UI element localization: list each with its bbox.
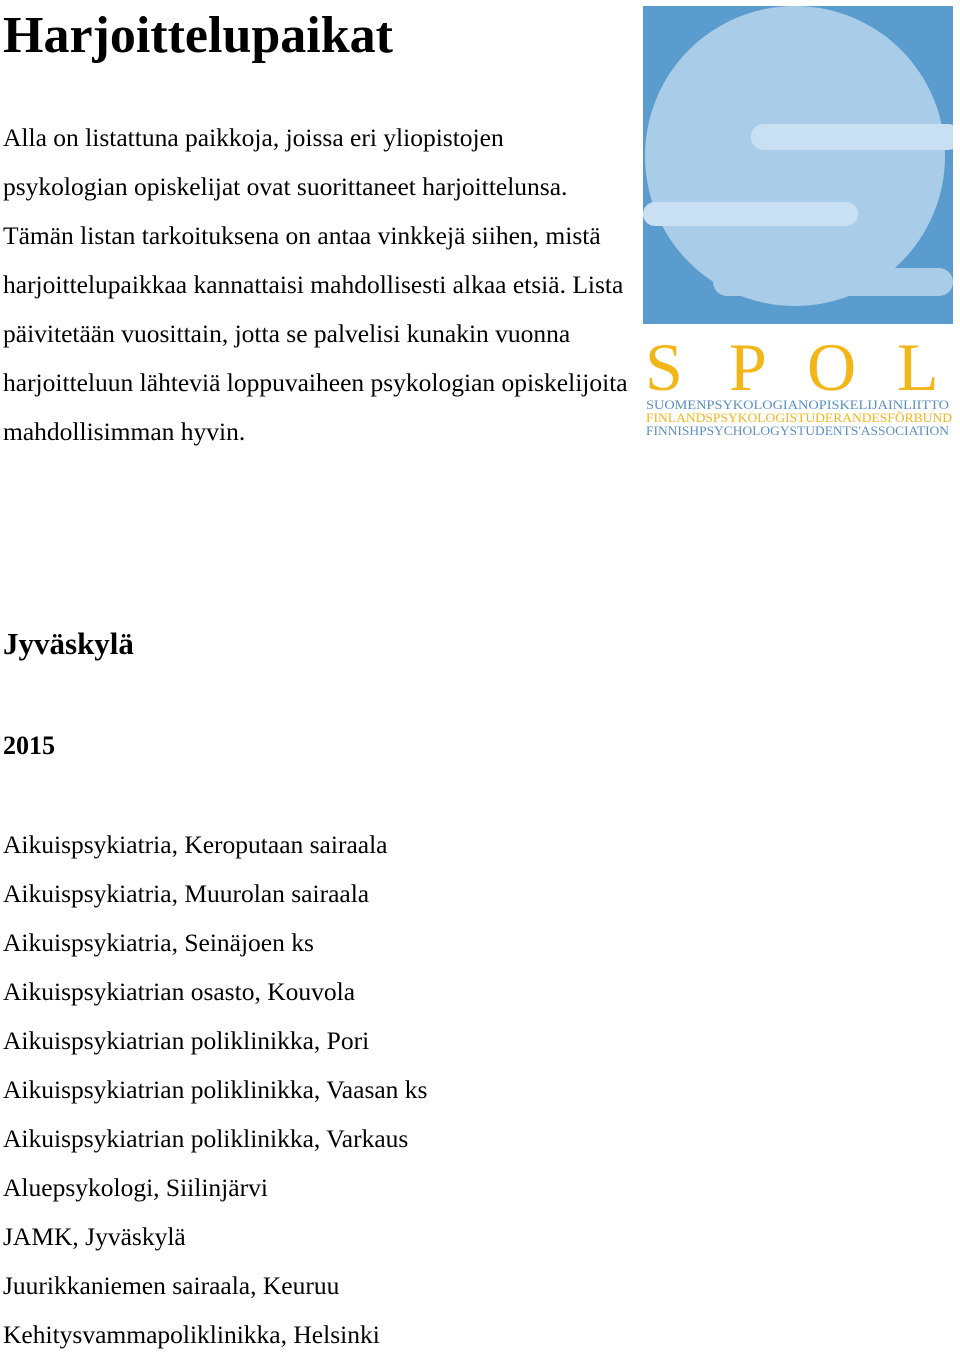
logo-graphic	[643, 6, 953, 324]
list-item: JAMK, Jyväskylä	[3, 1222, 186, 1251]
list-item: Aikuispsykiatria, Muurolan sairaala	[3, 879, 370, 908]
list-item: Kehitysvammapoliklinikka, Helsinki	[3, 1320, 380, 1349]
logo-text-swedish: FINLANDSPSYKOLOGISTUDERANDESFÖRBUND	[646, 411, 952, 425]
year-heading: 2015	[3, 731, 55, 760]
logo-letter-o: O	[807, 329, 857, 405]
city-heading: Jyväskylä	[3, 626, 134, 661]
logo-text-finnish: SUOMENPSYKOLOGIANOPISKELIJAINLIITTO	[646, 398, 949, 412]
list-item: Juurikkaniemen sairaala, Keuruu	[3, 1271, 340, 1300]
list-item: Aikuispsykiatrian poliklinikka, Varkaus	[3, 1124, 409, 1153]
intro-paragraph: Alla on listattuna paikkoja, joissa eri yliopistojen psykologian opiskelijat ovat suorittaneet harjoittelunsa. Tämän listan tarkoituksena on antaa vinkkejä siihen, mistä harjoittelupaikkaa kannattaisi mahdollisesti alkaa etsiä. Lista päivitetään vuosittain, jotta se palvelisi kunakin vuonna harjoitteluun lähteviä loppuvaiheen psykologian opiskelijoita mahdollisimman hyvin.	[3, 123, 628, 446]
spol-logo	[643, 6, 953, 438]
placement-list	[3, 820, 428, 1359]
list-item: Aikuispsykiatrian osasto, Kouvola	[3, 977, 356, 1006]
logo-letter-l: L	[897, 329, 939, 405]
list-item: Aikuispsykiatria, Keroputaan sairaala	[3, 830, 388, 859]
list-item: Aluepsykologi, Siilinjärvi	[3, 1173, 268, 1202]
logo-bar-top	[751, 124, 953, 150]
list-item: Aikuispsykiatria, Seinäjoen ks	[3, 928, 314, 957]
logo-circle	[645, 6, 945, 306]
logo-text-english: FINNISHPSYCHOLOGYSTUDENTS'ASSOCIATION	[646, 424, 949, 438]
logo-letter-p: P	[729, 329, 767, 405]
logo-letter-s: S	[645, 329, 683, 405]
list-item: Aikuispsykiatrian poliklinikka, Vaasan ks	[3, 1075, 428, 1104]
logo-bar-lower	[713, 268, 953, 296]
list-item: Aikuispsykiatrian poliklinikka, Pori	[3, 1026, 370, 1055]
page-title: Harjoittelupaikat	[3, 7, 393, 64]
logo-bar-middle	[643, 202, 858, 226]
